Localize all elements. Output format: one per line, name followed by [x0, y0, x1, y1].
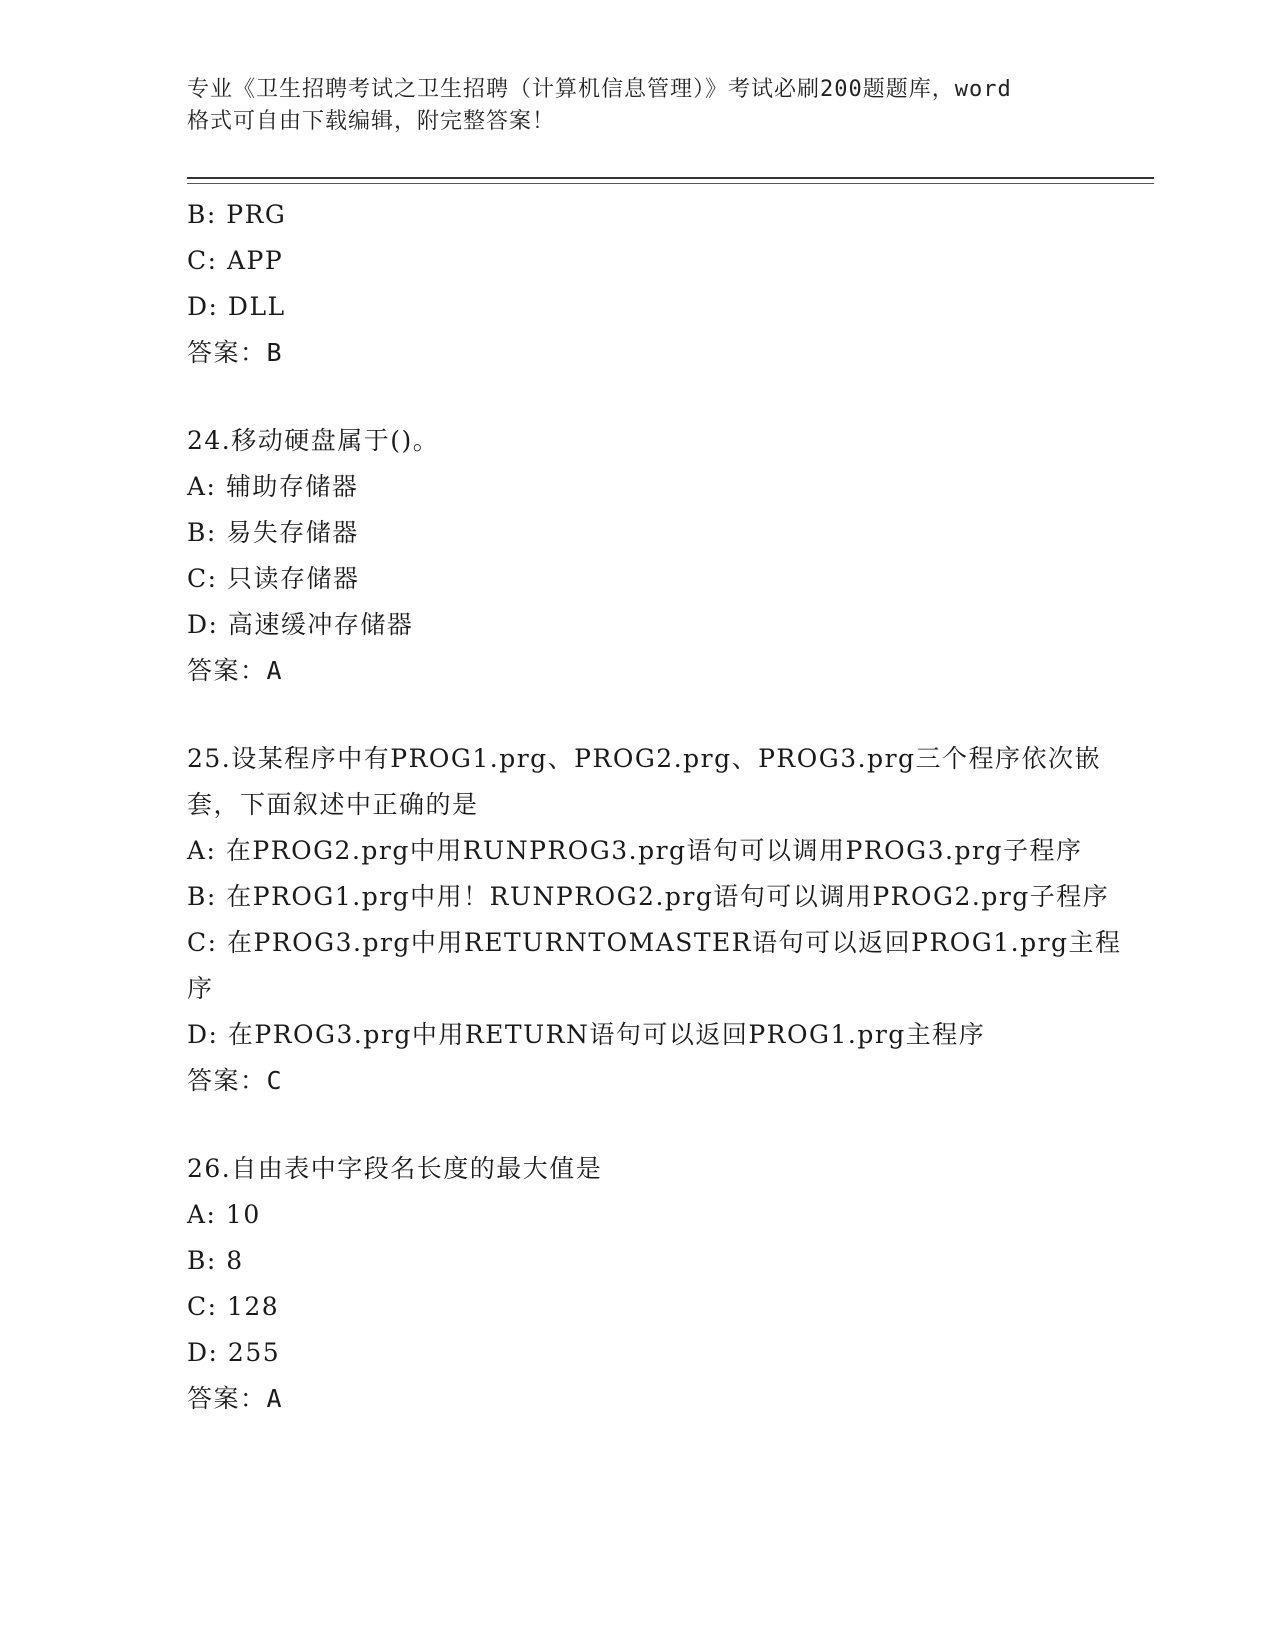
question-25: [187, 736, 1122, 1104]
option-c: C: APP: [187, 246, 284, 275]
question-content: [187, 192, 1122, 1422]
header-divider-thin: [187, 183, 1154, 184]
option-c-line-1: C: 在PROG3.prg中用RETURNTOMASTER语句可以返回PROG1.prg主程: [187, 928, 1122, 957]
option-a: A: 10: [187, 1200, 261, 1229]
option-a: A: 在PROG2.prg中用RUNPROG3.prg语句可以调用PROG3.prg子程序: [187, 836, 1083, 865]
spacer: [187, 1104, 1087, 1146]
option-c: C: 只读存储器: [187, 564, 360, 593]
option-b: B: 在PROG1.prg中用！RUNPROG2.prg语句可以调用PROG2.prg子程序: [187, 882, 1110, 911]
option-b: B: 8: [187, 1246, 244, 1275]
option-a: A: 辅助存储器: [187, 472, 359, 501]
header-line-2: 格式可自由下载编辑，附完整答案！: [187, 109, 556, 134]
option-b: B: 易失存储器: [187, 518, 359, 547]
answer-line: 答案：A: [187, 1384, 284, 1413]
option-d: D: 高速缓冲存储器: [187, 610, 414, 639]
question-text-line-1: 25.设某程序中有PROG1.prg、PROG2.prg、PROG3.prg三个程序依次嵌: [187, 744, 1102, 773]
option-c: C: 128: [187, 1292, 280, 1321]
question-24: [187, 418, 1087, 694]
option-d: D: DLL: [187, 292, 286, 321]
option-d: D: 在PROG3.prg中用RETURN语句可以返回PROG1.prg主程序: [187, 1020, 986, 1049]
option-b: B: PRG: [187, 200, 287, 229]
question-26: [187, 1146, 1087, 1422]
question-text: 24.移动硬盘属于()。: [187, 426, 440, 455]
answer-line: 答案：B: [187, 338, 284, 367]
answer-line: 答案：C: [187, 1066, 284, 1095]
spacer: [187, 376, 1087, 418]
spacer: [187, 694, 1087, 736]
option-c-line-2: 序: [187, 974, 214, 1003]
header-line-1: 专业《卫生招聘考试之卫生招聘（计算机信息管理）》考试必刷200题题库，word: [187, 77, 1012, 102]
question-text-line-2: 套，下面叙述中正确的是: [187, 790, 479, 819]
question-text: 26.自由表中字段名长度的最大值是: [187, 1154, 603, 1183]
previous-question-tail: [187, 192, 1087, 376]
option-d: D: 255: [187, 1338, 281, 1367]
header-divider-thick: [187, 177, 1154, 179]
answer-line: 答案：A: [187, 656, 284, 685]
document-header: [187, 74, 1087, 138]
